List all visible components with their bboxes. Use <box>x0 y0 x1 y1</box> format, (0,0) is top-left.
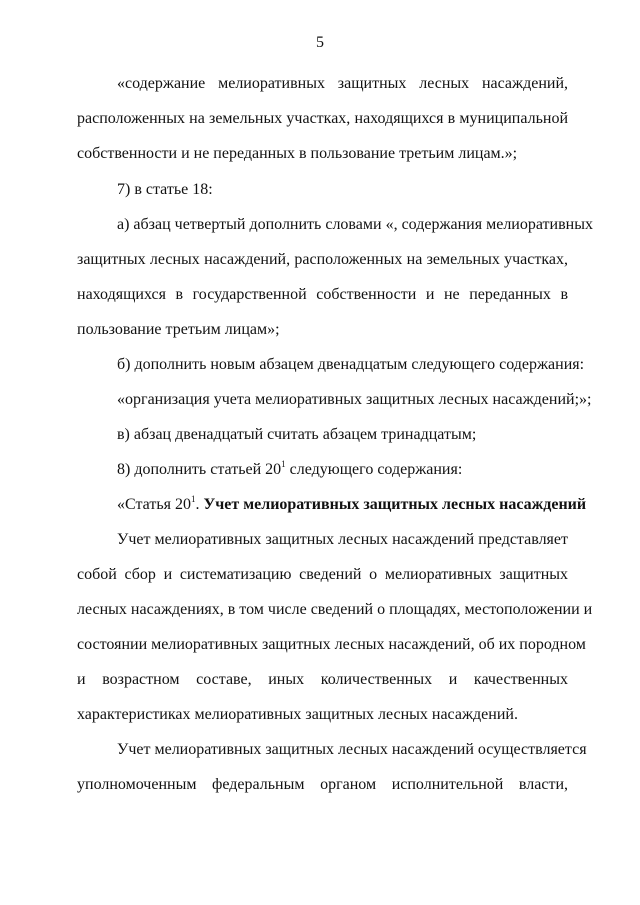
text-span: следующего содержания: <box>285 461 463 478</box>
text-span: . <box>195 496 204 513</box>
text-line: находящихся в государственной собственности и не переданных в <box>77 286 568 303</box>
text-line: пользование третьим лицам»; <box>77 321 280 338</box>
article-title: Учет мелиоративных защитных лесных насаждений <box>203 496 587 513</box>
text-line: расположенных на земельных участках, находящихся в муниципальной <box>77 110 568 127</box>
superscript: 1 <box>190 493 196 504</box>
text-line: и возрастном составе, иных количественных и качественных <box>77 671 568 688</box>
text-line: Учет мелиоративных защитных лесных насаждений представляет <box>117 531 568 548</box>
text-line: состоянии мелиоративных защитных лесных насаждений, об их породном <box>77 636 586 653</box>
text-line: характеристиках мелиоративных защитных лесных насаждений. <box>77 706 518 723</box>
text-line: «содержание мелиоративных защитных лесных насаждений, <box>117 75 568 92</box>
text-line: Учет мелиоративных защитных лесных насаждений осуществляется <box>117 741 587 758</box>
text-line: в) абзац двенадцатый считать абзацем тринадцатым; <box>117 426 477 443</box>
text-line: б) дополнить новым абзацем двенадцатым следующего содержания: <box>117 356 585 373</box>
text-line: «организация учета мелиоративных защитных лесных насаждений;»; <box>117 391 592 408</box>
text-line: лесных насаждениях, в том числе сведений о площадях, местоположении и <box>77 601 593 618</box>
text-line: защитных лесных насаждений, расположенных на земельных участках, <box>77 251 568 268</box>
list-item-7: 7) в статье 18: <box>117 181 213 198</box>
text-line: а) абзац четвертый дополнить словами «, содержания мелиоративных <box>117 216 593 233</box>
text-line: уполномоченным федеральным органом исполнительной власти, <box>77 776 568 793</box>
page-number: 5 <box>316 34 324 51</box>
text-line: собственности и не переданных в пользование третьим лицам.»; <box>77 145 518 162</box>
text-line: собой сбор и систематизацию сведений о мелиоративных защитных <box>77 566 568 583</box>
superscript: 1 <box>281 458 286 469</box>
text-span: 8) дополнить статьей 20 <box>117 461 282 478</box>
article-heading <box>117 493 587 515</box>
article-label: «Статья 20 <box>117 496 191 513</box>
list-item-8 <box>117 460 568 480</box>
